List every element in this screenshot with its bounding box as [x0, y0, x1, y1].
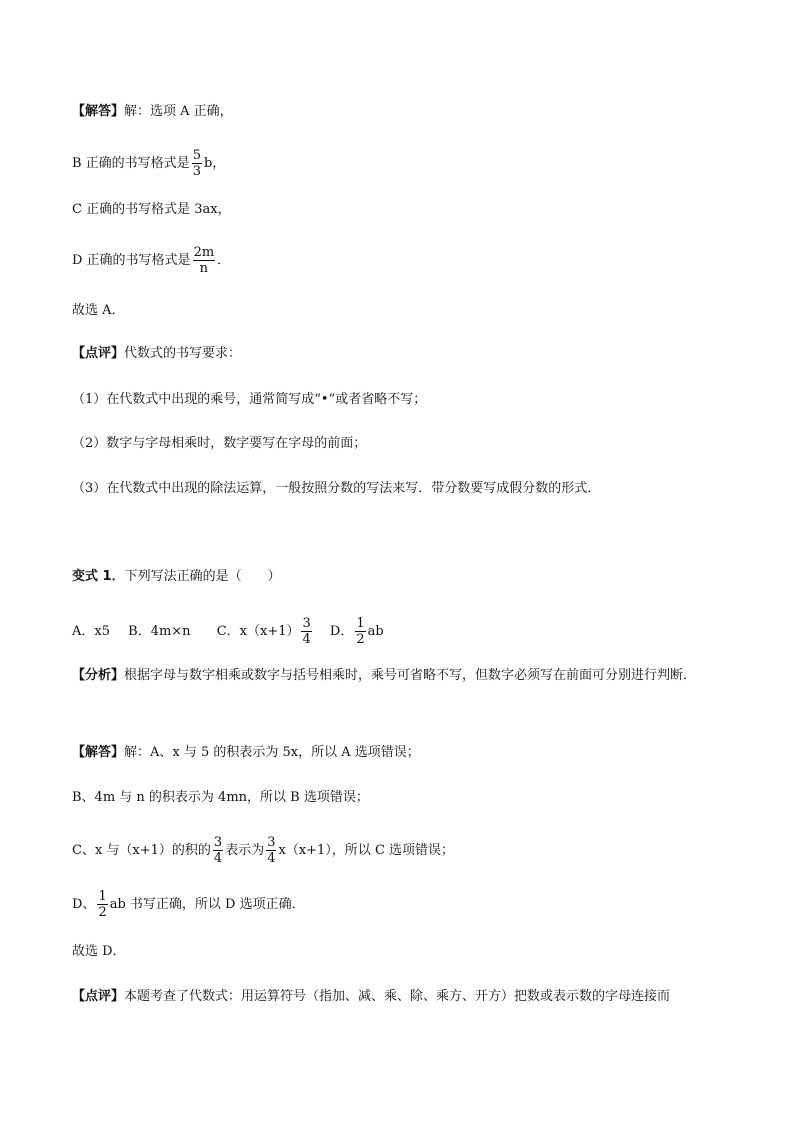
analysis-tag: 【分析】 — [72, 668, 125, 683]
solution-text: 解：A、x 与 5 的积表示为 5x，所以 A 选项错误； — [124, 745, 420, 760]
option-c: C．x（x+1） — [216, 624, 300, 639]
answer-choose — [72, 301, 125, 321]
answer-tag: 【解答】 — [72, 104, 125, 119]
comment-tag: 【点评】 — [72, 346, 125, 361]
solution-text: C、x 与（x+1）的积的 — [72, 843, 211, 858]
fraction-denominator: n — [199, 261, 209, 276]
fraction-numerator: 3 — [267, 835, 276, 850]
line-b-text: B 正确的书写格式是 — [72, 156, 190, 171]
solution-text: B、4m 与 n 的积表示为 4mn，所以 B 选项错误； — [72, 790, 369, 805]
comment-text: 代数式的书写要求： — [124, 346, 242, 361]
fraction — [193, 245, 216, 276]
fraction-denominator: 4 — [267, 851, 276, 866]
fraction-denominator: 4 — [302, 632, 311, 647]
rule-3 — [72, 479, 600, 499]
comment-tag: 【点评】 — [72, 989, 125, 1004]
fraction — [97, 889, 107, 920]
fraction — [266, 835, 276, 866]
rule-text: （3）在代数式中出现的除法运算，一般按照分数的写法来写．带分数要写成假分数的形式． — [72, 481, 601, 496]
solution-tag: 【解答】 — [72, 745, 125, 760]
solution-line-c — [72, 835, 454, 866]
solution-line-b — [72, 788, 369, 808]
question-label: 变式 1． — [72, 569, 125, 584]
fraction-numerator: 1 — [98, 889, 107, 904]
answer-line-d — [72, 245, 230, 276]
answer-line-a — [72, 102, 233, 122]
question-stem — [72, 567, 281, 587]
line-c-text: C 正确的书写格式是 3ax， — [72, 202, 231, 217]
rule-1 — [72, 390, 426, 410]
line-b-suffix: b， — [203, 156, 226, 171]
solution-text: 表示为 — [225, 843, 265, 858]
fraction-numerator: 3 — [213, 835, 223, 850]
comment-intro — [72, 344, 241, 364]
option-d-suffix: ab — [367, 624, 384, 639]
comment-text: 本题考查了代数式：用运算符号（指加、减、乘、除、乘方、开方）把数或表示数的字母连接而 — [124, 989, 671, 1004]
option-a: A．x5 — [72, 624, 110, 639]
rule-text: （2）数字与字母相乘时，数字要写在字母的前面； — [72, 436, 367, 451]
fraction-denominator: 2 — [356, 632, 365, 647]
solution-line-a — [72, 743, 420, 763]
answer-line-b — [72, 148, 225, 179]
fraction-denominator: 3 — [192, 164, 201, 179]
analysis-text: 根据字母与数字相乘或数字与括号相乘时，乘号可省略不写，但数字必须写在前面可分别进行判断． — [124, 668, 697, 683]
fraction-numerator: 2m — [193, 245, 215, 260]
question-options — [72, 616, 384, 647]
line-d-text: D 正确的书写格式是 — [72, 253, 191, 268]
answer-text: 解：选项 A 正确， — [124, 104, 233, 119]
fraction-denominator: 2 — [98, 905, 107, 920]
fraction-denominator: 4 — [213, 851, 223, 866]
option-d: D． — [329, 624, 354, 639]
question-text: 下列写法正确的是（ ） — [124, 569, 281, 584]
fraction — [355, 616, 365, 647]
rule-2 — [72, 434, 366, 454]
rule-text: （1）在代数式中出现的乘号，通常简写成“•”或者省略不写； — [72, 392, 427, 407]
solution-text: D、 — [72, 897, 96, 912]
fraction-numerator: 3 — [302, 616, 311, 631]
solution-text: ab 书写正确，所以 D 选项正确． — [109, 897, 305, 912]
line-d-suffix: ． — [217, 253, 231, 268]
analysis-paragraph — [72, 662, 727, 690]
fraction — [301, 616, 311, 647]
option-b: B．4m×n — [128, 624, 191, 639]
fraction — [192, 148, 202, 179]
fraction-numerator: 5 — [192, 148, 201, 163]
answer-line-c — [72, 200, 231, 220]
fraction-numerator: 1 — [356, 616, 365, 631]
comment-2 — [72, 987, 670, 1007]
fraction — [213, 835, 223, 866]
solution-text: x（x+1），所以 C 选项错误； — [278, 843, 455, 858]
solution-line-d — [72, 889, 305, 920]
solution-choose — [72, 942, 126, 962]
choose-text: 故选 A． — [72, 303, 125, 318]
choose-text: 故选 D． — [72, 944, 126, 959]
